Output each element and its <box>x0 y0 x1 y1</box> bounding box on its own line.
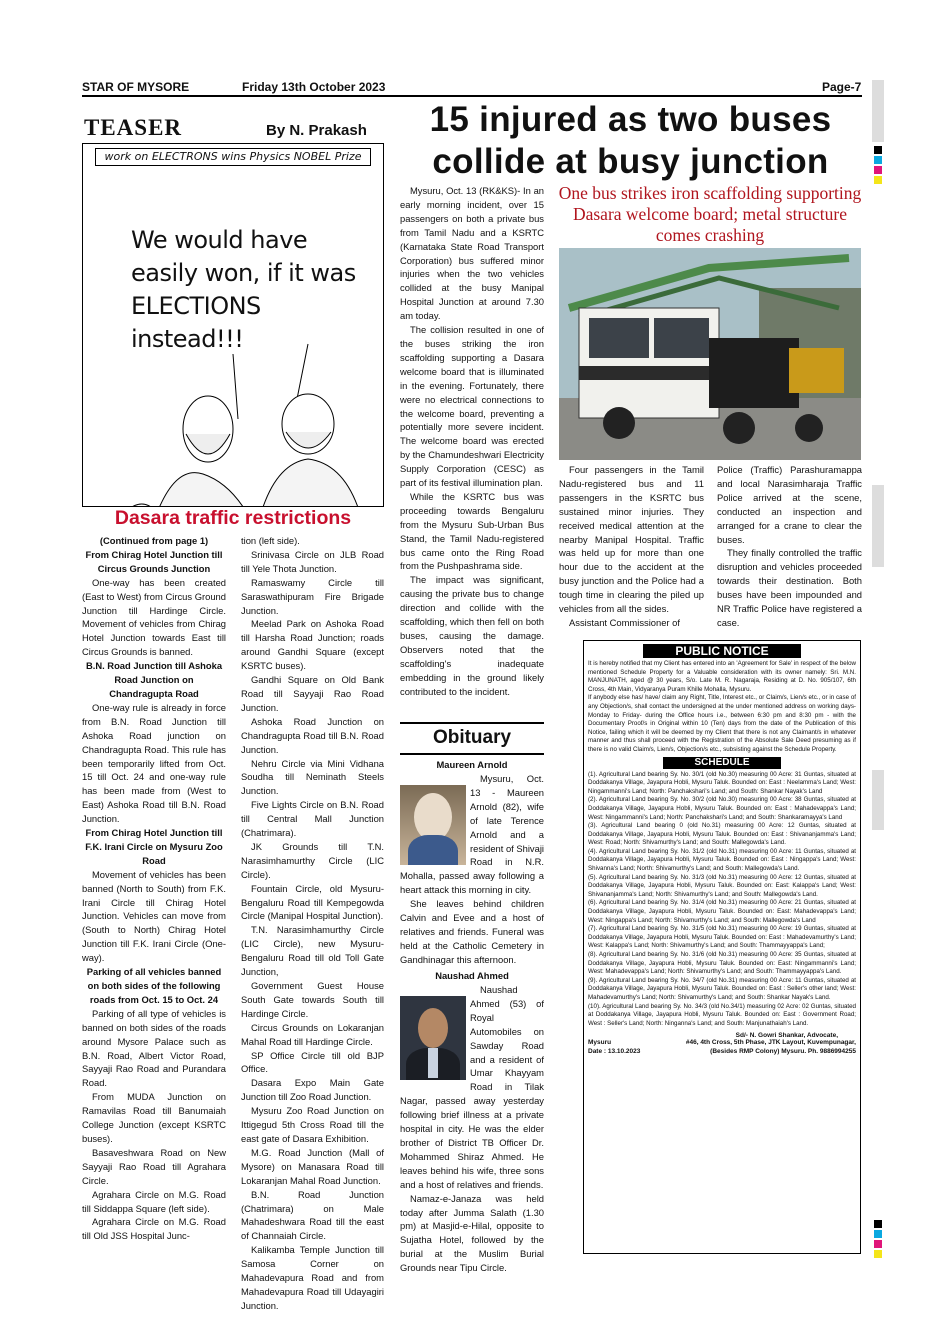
notice-address-2: (Besides RMP Colony) Mysuru. Ph. 9886994255 <box>710 1047 856 1055</box>
schedule-item: (5). Agricultural Land bearing Sy. No. 31/3 (old No.31) measuring 00 Acre: 12 Guntas, situated at Doddakanya Village, Jayapura Hobli, Mysuru Taluk. Bounded on: East: Kalappa's Land; West: Shivananjamma's Land; North: Shivamurthy's Land; and South: Mallegowda's Land. <box>588 873 856 898</box>
reg-black-2 <box>874 1220 882 1228</box>
paragraph: B.N. Road Junction (Chatrimara) on Male Mahadeshwara Road till the east of Channaiah Circle. <box>241 1188 384 1242</box>
paragraph: JK Grounds till T.N. Narasimhamurthy Circle (LIC Circle). <box>241 840 384 880</box>
paragraph: Ashoka Road Junction on Chandragupta Road till B.N. Road Junction. <box>241 715 384 755</box>
paragraph: Mysuru, Oct. 13 (RK&KS)- In an early morning incident, over 15 passengers on both a private bus from Tamil Nadu and a KSRTC (Karnataka State Road Transport Corporation) bus suffered minor injuries when the two vehicles collided at the busy Manipal Hospital Junction at around 7.30 am today. <box>400 185 544 322</box>
schedule-item: (7). Agricultural Land bearing Sy. No. 31/5 (old No.31) measuring 00 Acre: 19 Guntas, situated at Doddakanya Village, Jayapura Hobli, Mysuru Taluk. Bounded on: East : Mahadevamurthy's Land; West: Kalappa's Land; North: Shivamurthy's Land; and South: Thammayyappa's Land; <box>588 925 856 950</box>
obituary-name-1: Maureen Arnold <box>436 759 508 770</box>
reg-cyan-2 <box>874 1230 882 1238</box>
schedule-title: SCHEDULE <box>663 757 781 769</box>
traffic-headline: Dasara traffic restrictions <box>114 507 352 529</box>
reg-cyan <box>874 156 882 164</box>
bus-col1 <box>400 184 544 699</box>
paragraph: Agrahara Circle on M.G. Road till Old JSS Hospital Junc- <box>82 1216 226 1242</box>
subhead: From Chirag Hotel Junction till F.K. Irani Circle on Mysuru Zoo Road <box>85 827 223 866</box>
paragraph: Four passengers in the Tamil Nadu-registered bus and 11 passengers in the KSRTC bus sustained minor injuries. They received medical attention at the nearby Manipal Hospital. Traffic was held up for more than one hour due to the accident at the busy junction and the Police had a tough time in clearing the piled up vehicles from all the sides. <box>559 464 704 615</box>
obituary-text-1 <box>400 772 544 967</box>
masthead-paper-name: STAR OF MYSORE <box>82 80 190 94</box>
paragraph: Parking of all type of vehicles is banned on both sides of the roads around Mysore Palace such as B.N. Road, Albert Victor Road, Sayyaji Rao Road and Purandara Road. <box>82 1007 226 1089</box>
reg-magenta <box>874 166 882 174</box>
paragraph: Five Lights Circle on B.N. Road till Central Mall Junction (Chatrimara). <box>241 799 384 839</box>
cartoon-drawing <box>83 324 383 507</box>
paragraph: One-way has been created (East to West) from Circus Ground Junction till Hardinge Circle. Movement of vehicles from Chirag Hotel Junction towards East till Circus Grounds is banned. <box>82 576 226 658</box>
paragraph: Gandhi Square on Old Bank Road till Sayyaji Rao Road Junction. <box>241 674 384 713</box>
paragraph: Kalikamba Temple Junction till Samosa Corner on Mahadevapura Road and from Mahadevapura Road till Udayagiri Junction. <box>241 1244 384 1311</box>
paragraph: Government Guest House South Gate towards South till Hardinge Circle. <box>241 980 384 1019</box>
paragraph: They finally controlled the traffic disruption and vehicles proceeded towards their destination. Both buses have been impounded and NR Traffic Police have registered a case. <box>717 547 862 628</box>
notice-date: Date : 13.10.2023 <box>588 1047 641 1055</box>
subhead: B.N. Road Junction till Ashoka Road Junction on Chandragupta Road <box>85 660 223 699</box>
paragraph: The collision resulted in one of the buses striking the iron scaffolding supporting a Dasara welcome board that is illuminated in the evening. Fortunately, there were no electrical connections to the welcome board, preventing a potentially more severe incident. The welcome board was erected by the Chamundeshwari Electricity Supply Corporation (CESC) as part of its festival illumination plan. <box>400 324 544 489</box>
schedule-item: (8). Agricultural Land bearing Sy. No. 31/6 (old No.31) measuring 00 Acre: 35 Guntas, situated at Doddakanya Village, Jayapura Hobli, Mysuru Taluk. Bounded on: East: Ningammanni's Land; West: Mahadevappa's Land; North: Shivamurthy's Land; and South: Thammayyappa's Land. <box>588 951 856 976</box>
public-notice-body: It is hereby notified that my Client has entered into an 'Agreement for Sale' in respect of the below mentioned Schedule Property for a Valuable consideration with its owner namely: Sri. M.N. MANJUNATH, aged @ 30 years, S/o. Late M. R. Nagaraja, Residing at D. No. 905/107, 6th Cross, 4th Main, Vidyaranya Puram Khille Mohalla, Mysuru. <box>588 660 856 693</box>
paragraph: Ramaswamy Circle till Saraswathipuram Fire Brigade Junction. <box>241 576 384 616</box>
schedule-item: (2). Agricultural Land bearing Sy. No. 30/2 (old No.30) measuring 00 Acre: 38 Guntas, situated at Doddakanya Village, Jayapura Hobli, Mysuru Taluk. Bounded on: East : Mahadevappa's Land; West: Ningammanni's Land; North: Panchakshari's Land; and South: Shankaramayya's Land <box>588 796 856 821</box>
cartoon <box>82 143 384 507</box>
obituary-name-2: Naushad Ahmed <box>435 970 509 981</box>
paragraph: Assistant Commissioner of <box>569 616 680 628</box>
paragraph: Meelad Park on Ashoka Road till Harsha Road Junction; roads around Gandhi Square (except KSRTC buses). <box>241 618 384 672</box>
bus-col3 <box>717 463 862 630</box>
photo-maureen <box>400 785 466 865</box>
schedule-item: (4). Agricultural Land bearing Sy. No. 31/2 (old No.31) measuring 00 Acre: 11 Guntas, situated at Doddakanya Village, Jayapura Hobli, Mysuru Taluk. Bounded on: East : Ningappa's Land; West: Shivanna's Land; North: Shivamurthy's Land; and South: Mallegowda's Land. <box>588 847 856 873</box>
photo-naushad <box>400 996 466 1080</box>
subhead: From Chirag Hotel Junction till Circus Grounds Junction <box>85 548 223 574</box>
cartoon-speech: We would have easily won, if it was ELECTIONS instead!!! <box>131 226 356 353</box>
notice-address: #46, 4th Cross, 5th Phase, JTK Layout, Kuvempunagar, <box>685 1039 856 1047</box>
schedule-item: (10). Agricultural Land bearing Sy. No. 34/3 (old No.34/1) measuring 02 Acre: 02 Guntas, situated at Doddakanya Village, Jayapura Hobli, Mysuru Taluk. Bounded on: East : Government Road; West : Seller's Land; North: Ninganna's Land; and South: Manjunathaiah's Land. <box>588 1002 856 1027</box>
paragraph: Basaveshwara Road on New Sayyaji Rao Road till Agrahara Circle. <box>82 1146 226 1186</box>
grey-side-bar-low <box>872 770 884 830</box>
obituary-title: Obituary <box>432 727 512 748</box>
paragraph: Nehru Circle via Mini Vidhana Soudha till Neminath Steels Junction. <box>241 757 384 797</box>
paragraph: Mysuru Zoo Road Junction on Ittigegud 5th Cross Road till the east gate of Dasara Exhibition. <box>241 1105 384 1144</box>
bus-deck: One bus strikes iron scaffolding supporting Dasara welcome board; metal structure comes crashing <box>558 183 862 245</box>
paragraph: While the KSRTC bus was proceeding towards Bengaluru from the Mysuru Sub-Urban Bus Stand, the Tamil Nadu-registered bus came onto the Ring Road from the Pushpashrama side. <box>400 490 544 572</box>
paragraph: SP Office Circle till old BJP Office. <box>241 1049 384 1075</box>
bus-headline-line2: collide at busy junction <box>432 142 829 181</box>
page-number: Page-7 <box>822 80 862 94</box>
bus-photo <box>559 248 861 460</box>
schedule-item: (9). Agricultural Land bearing Sy. No. 34/7 (old No.31) measuring 00 Acre: 11 Guntas, situated at Doddakanya Village, Jayapura Hobli, Mysuru Taluk. Bounded on: East : Seller's other land; West: Mahadevamurthy's Land; North: Shivamurthy's Land; and South: Shankar Nayak's Land. <box>588 976 856 1001</box>
paragraph: Movement of vehicles has been banned (North to South) from F.K. Irani Circle till Chirag Hotel Junction. Vehicles can move from (South to North) Chirag Hotel Junction till F.K. Irani Circle (One-way). <box>82 868 226 964</box>
paragraph: Police (Traffic) Parashuramappa and local Narasimharaja Traffic Police arrived at the scene, conducted an inspection and arranged for a crane to clear the buses. <box>717 464 862 545</box>
notice-signer: Sd/- N. Gowri Shankar, Advocate, <box>735 1032 838 1040</box>
grey-side-bar-mid <box>872 485 884 567</box>
obituary-top-rule <box>400 722 544 724</box>
paragraph: T.N. Narasimhamurthy Circle (LIC Circle), new Mysuru-Bengaluru Road till old Toll Gate Junction, <box>241 924 384 978</box>
reg-black <box>874 146 882 154</box>
paragraph: One-way rule is already in force from B.N. Road Junction till Ashoka Road junction on Chandragupta Road. This rule has been temporarily lifted from Oct. 15 till Oct. 24 and one-way rule has been made from (West to East) Ashoka Road till B.N. Road Junction. <box>82 701 226 825</box>
obituary-maureen-p2: She leaves behind children Calvin and Evee and a host of relatives and friends. Funeral was held at the Catholic Cemetery in Gandhinagar this afternoon. <box>400 898 544 965</box>
schedule-item: (6). Agricultural Land bearing Sy. No. 31/4 (old No.31) measuring 00 Acre: 21 Guntas, situated at Doddakanya Village, Jayapura Hobli, Mysuru Taluk. Bounded on: East: Mahadevappa's Land; West: Ningappa's Land; North: Shivamurthy's Land; and South: Mallegowda's Land <box>588 899 856 924</box>
paragraph: From MUDA Junction on Ramavilas Road till Banumaiah College Junction (except KSRTC buses). <box>82 1091 226 1144</box>
masthead-date: Friday 13th October 2023 <box>242 80 386 94</box>
obituary-naushad-p2: Namaz-e-Janaza was held today after Jumma Salath (1.30 pm) at Masjid-e-Hilal, opposite to Sujatha Hotel, followed by the burial at the Muslim Burial Grounds near Tipu Circle. <box>400 1192 544 1274</box>
schedule-item: (1). Agricultural Land bearing Sy. No. 30/1 (old No.30) measuring 00 Acre: 31 Guntas, situated at Doddakanya Village, Jayapura Hobli, Mysuru Taluk. Bounded on: East : Neelamma's Land; West: Ningammanni's Land; North: Panchakshari's Land; and South: Shankar Nayak's Land <box>588 770 856 795</box>
subhead: (Continued from page 1) <box>99 535 209 546</box>
obituary-naushad-p1: Naushad Ahmed (53) of Royal Automobiles on Sawday Road and a resident of Umar Khayyam Road in Tilak Nagar, passed away yesterday following brief illness at a private hospital in city. He was the elder brother of District TB Officer Dr. Mohammed Shiraz Ahmed. He leaves behind his wife, three sons and a host of relatives and friends. <box>400 984 544 1190</box>
cartoon-banner: work on ELECTRONS wins Physics NOBEL Prize <box>95 148 371 166</box>
obituary-maureen-p1: Mysuru, Oct. 13 - Maureen Arnold (82), wife of late Terence Arnold and a resident of Shivaji Road in N.R. Mohalla, passed away following a heart attack this morning in city. <box>400 773 544 896</box>
public-notice-title: PUBLIC NOTICE <box>643 644 801 658</box>
paragraph: tion (left side). <box>241 535 300 546</box>
paragraph: The impact was significant, causing the private bus to change direction and collide with the scaffolding, which then fell on both buses, causing the damage. Observers noted that the scaffolding's inadequate embedding in the ground likely contributed to the incident. <box>400 574 544 697</box>
notice-place: Mysuru <box>588 1039 612 1047</box>
reg-yellow-2 <box>874 1250 882 1258</box>
obituary-title-rule <box>400 753 544 755</box>
obituary-text-2 <box>400 983 544 1275</box>
public-notice-body-2: If anybody else has/ have/ claim any Right, Title, Interest etc., or Claim/s, Lien/s etc., or in case of any Objection/s, shall contact the undersigned at the under mentioned address on working days- Monday to Friday- during the Office hours i.e., between 6:30 pm and 8:30 pm - with the Documentary Proof/s in Original within 10 (Ten) days from the date of the Publication of this Notice, failing which it will be deemed by my Client that there is not any Claimant/s in whatever manner and thus shall proceed with the Registration of the Absolute Sale Deed presuming as if there is no valid Claim/s, Lien/s, Objection/s etc., subsisting against the Schedule Property. <box>588 694 856 753</box>
subhead: Parking of all vehicles banned on both sides of the following roads from Oct. 15 to Oct. 24 <box>86 966 222 1005</box>
schedule-list <box>588 771 856 1029</box>
paragraph: Agrahara Circle on M.G. Road till Siddappa Square (left side). <box>82 1188 226 1214</box>
teaser-byline: By N. Prakash <box>266 122 367 139</box>
paragraph: M.G. Road Junction (Mall of Mysore) on Manasara Road till Lokaranjan Mahal Road Junction. <box>241 1146 384 1186</box>
reg-magenta-2 <box>874 1240 882 1248</box>
paragraph: Dasara Expo Main Gate Junction till Zoo Road Junction. <box>241 1077 384 1103</box>
paragraph: Circus Grounds on Lokaranjan Mahal Road till Hardinge Circle. <box>241 1021 384 1047</box>
paragraph: Srinivasa Circle on JLB Road till Yele Thota Junction. <box>241 548 384 574</box>
header-rule <box>82 95 862 97</box>
bus-headline-line1: 15 injured as two buses <box>429 100 832 139</box>
grey-side-bar-top <box>872 80 884 142</box>
bus-col2 <box>559 463 704 630</box>
bus-photo-drawing <box>559 248 861 460</box>
reg-yellow <box>874 176 882 184</box>
public-notice <box>583 640 861 1254</box>
traffic-col2 <box>241 534 384 1313</box>
paragraph: Fountain Circle, old Mysuru-Bengaluru Road till Kempegowda Circle (Manipal Hospital Junction). <box>241 882 384 922</box>
traffic-col1 <box>82 534 226 1243</box>
schedule-item: (3). Agricultural Land bearing 0 (old No.31) measuring 00 Acre: 12 Guntas, situated at Doddakanya Village, Jayapura Hobli, Mysuru Taluk. Bounded on: East : Shivananjamma's Land; West: Road; North: Shivamurthy's Land; and South: Mallegowda's Land. <box>588 822 856 847</box>
teaser-title: TEASER <box>84 115 183 140</box>
